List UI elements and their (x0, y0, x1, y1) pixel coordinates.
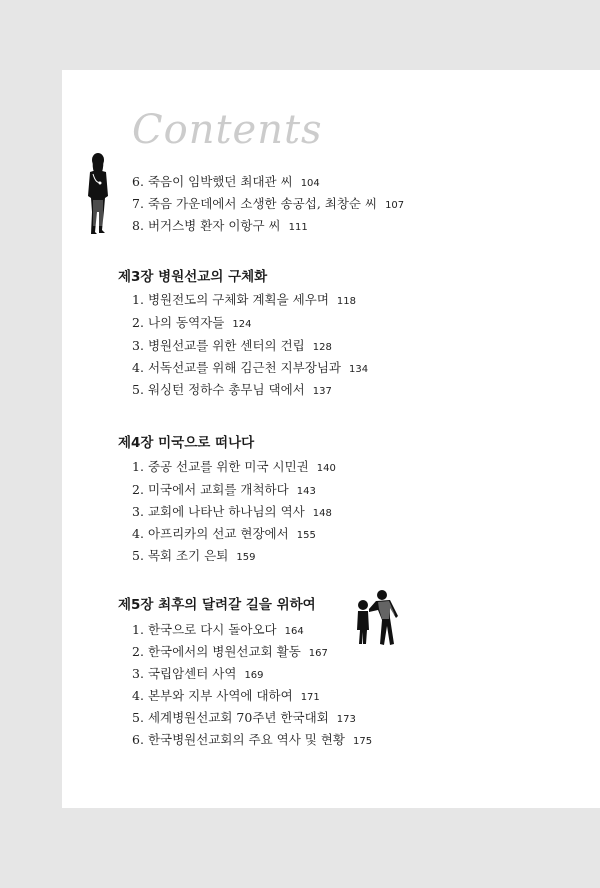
entry-title: 한국으로 다시 돌아오다 (147, 622, 277, 637)
page-number: 107 (385, 200, 405, 211)
toc-entry[interactable]: 2. 나의 동역자들 124 (132, 315, 252, 330)
page-number: 167 (308, 648, 328, 659)
toc-entry[interactable]: 3. 병원선교를 위한 센터의 건립 128 (132, 338, 332, 353)
toc-entry[interactable]: 7. 죽음 가운데에서 소생한 송공섭, 최창순 씨 107 (132, 196, 405, 211)
entry-title: 아프리카의 선교 현장에서 (147, 526, 289, 541)
entry-title: 미국에서 교회를 개척하다 (147, 482, 289, 497)
entry-title: 세계병원선교회 70주년 한국대회 (147, 710, 329, 725)
toc-entry[interactable]: 4. 본부와 지부 사역에 대하여 171 (132, 688, 320, 703)
page-number: 175 (352, 736, 373, 747)
page-number: 171 (300, 692, 320, 703)
toc-entry[interactable]: 3. 교회에 나타난 하나님의 역사 148 (132, 504, 332, 519)
page-number: 140 (316, 463, 336, 474)
page-number: 148 (312, 508, 332, 519)
entry-title: 본부와 지부 사역에 대하여 (147, 688, 293, 703)
entry-title: 나의 동역자들 (147, 315, 225, 330)
page-number: 173 (336, 714, 356, 725)
entry-title: 병원선교를 위한 센터의 건립 (147, 338, 305, 353)
nurse-silhouette-icon (80, 152, 114, 234)
page-number: 134 (348, 364, 369, 375)
page-number: 118 (336, 296, 357, 307)
toc-entry[interactable]: 2. 한국에서의 병원선교회 활동 167 (132, 644, 328, 659)
toc-entry[interactable]: 5. 워싱턴 정하수 총무님 댁에서 137 (132, 382, 332, 397)
entry-title: 한국병원선교회의 주요 역사 및 현황 (147, 732, 345, 747)
page-number: 104 (300, 178, 320, 189)
entry-title: 죽음 가운데에서 소생한 송공섭, 최창순 씨 (147, 196, 378, 211)
page-number: 124 (232, 319, 252, 330)
entry-title: 한국에서의 병원선교회 활동 (147, 644, 301, 659)
toc-entry[interactable]: 5. 세계병원선교회 70주년 한국대회 173 (132, 710, 356, 725)
document-page (62, 70, 600, 808)
toc-entry[interactable]: 6. 죽음이 임박했던 최대관 씨 104 (132, 174, 320, 189)
toc-entry[interactable]: 1. 한국으로 다시 돌아오다 164 (132, 622, 304, 637)
entry-title: 서독선교를 위해 김근천 지부장님과 (147, 360, 341, 375)
page-number: 155 (296, 530, 316, 541)
toc-entry[interactable]: 2. 미국에서 교회를 개척하다 143 (132, 482, 316, 497)
page-number: 143 (296, 486, 316, 497)
contents-title: Contents (132, 107, 323, 153)
toc-entry[interactable]: 5. 목회 조기 은퇴 159 (132, 548, 256, 563)
toc-entry[interactable]: 1. 병원전도의 구체화 계획을 세우며 118 (132, 292, 357, 307)
toc-entry[interactable]: 1. 중공 선교를 위한 미국 시민권 140 (132, 459, 336, 474)
entry-title: 죽음이 임박했던 최대관 씨 (147, 174, 293, 189)
entry-title: 교회에 나타난 하나님의 역사 (147, 504, 305, 519)
page-number: 164 (284, 626, 304, 637)
page-number: 169 (244, 670, 264, 681)
toc-entry[interactable]: 6. 한국병원선교회의 주요 역사 및 현황 175 (132, 732, 373, 747)
entry-title: 국립암센터 사역 (147, 666, 237, 681)
page-number: 128 (312, 342, 332, 353)
chapter-heading[interactable]: 제5장 최후의 달려갈 길을 위하여 (118, 597, 316, 613)
doctor-child-silhouette-icon (354, 588, 402, 646)
entry-title: 목회 조기 은퇴 (147, 548, 229, 563)
entry-title: 병원전도의 구체화 계획을 세우며 (147, 292, 329, 307)
page-number: 159 (236, 552, 256, 563)
entry-title: 버거스병 환자 이항구 씨 (147, 218, 281, 233)
entry-title: 중공 선교를 위한 미국 시민권 (147, 459, 309, 474)
page-number: 137 (312, 386, 332, 397)
toc-entry[interactable]: 4. 서독선교를 위해 김근천 지부장님과 134 (132, 360, 369, 375)
toc-entry[interactable]: 8. 버거스병 환자 이항구 씨 111 (132, 218, 308, 233)
page-number: 111 (288, 222, 308, 233)
toc-entry[interactable]: 3. 국립암센터 사역 169 (132, 666, 264, 681)
entry-title: 워싱턴 정하수 총무님 댁에서 (147, 382, 305, 397)
chapter-heading[interactable]: 제3장 병원선교의 구체화 (118, 269, 268, 285)
toc-entry[interactable]: 4. 아프리카의 선교 현장에서 155 (132, 526, 316, 541)
chapter-heading[interactable]: 제4장 미국으로 떠나다 (118, 435, 255, 451)
